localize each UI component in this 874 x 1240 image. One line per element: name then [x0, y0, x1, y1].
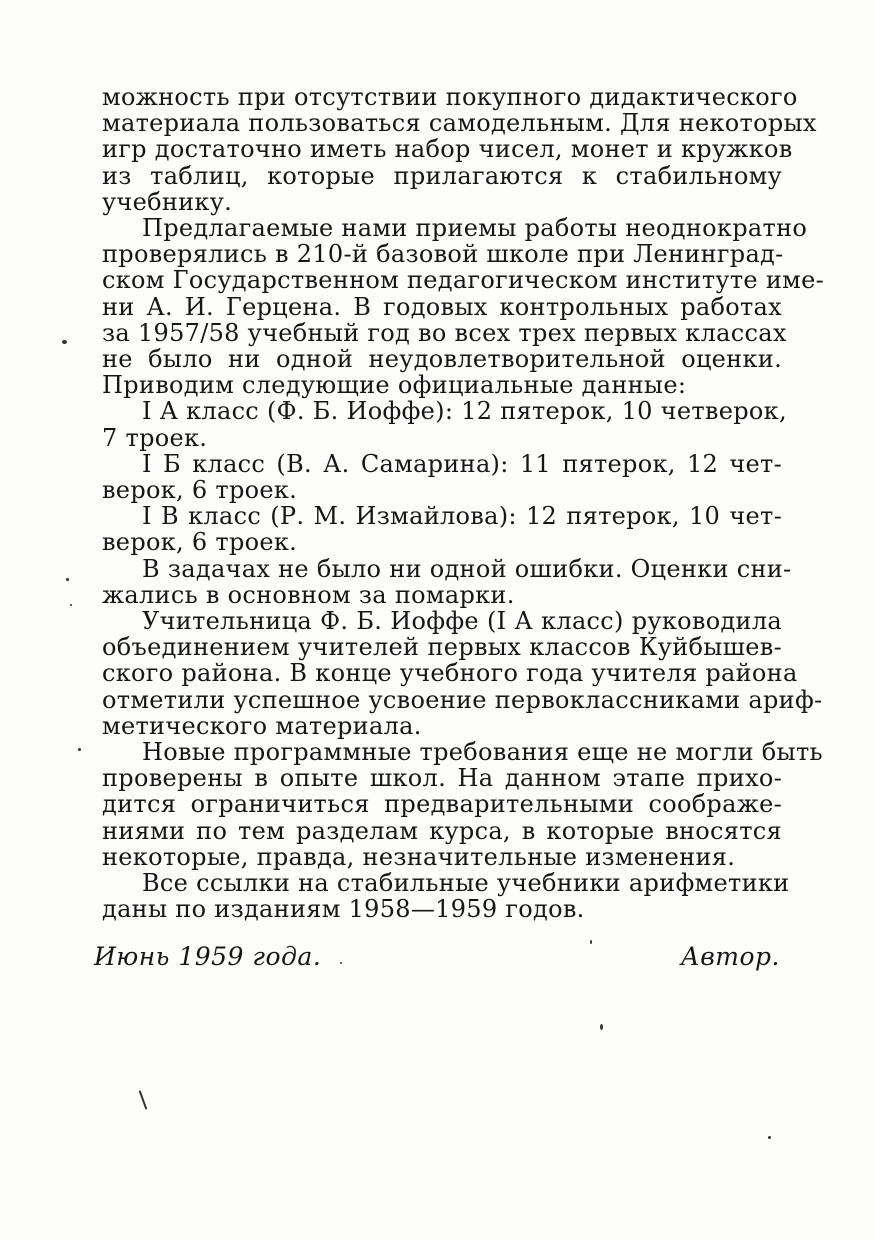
- text-line: ни А. И. Герцена. В годовых контрольных работах: [102, 292, 782, 321]
- text-line: можность при отсутствии покупного дидактического: [102, 83, 798, 111]
- text-line: отметили успешное усвоение первоклассниками ариф-: [102, 685, 823, 714]
- text-line: объединением учителей первых классов Куйбышев-: [102, 633, 782, 662]
- scan-speck: [590, 940, 592, 944]
- signature-author: Автор.: [680, 942, 780, 971]
- scan-speck: [139, 1090, 148, 1109]
- signature-date: Июнь 1959 года.: [94, 942, 322, 971]
- paragraph: [102, 451, 782, 503]
- body-text: [102, 83, 825, 924]
- text-line: ском Государственном педагогическом институте име-: [102, 266, 825, 295]
- text-line: Учительница Ф. Б. Иоффе (I А класс) руководила: [142, 607, 782, 636]
- text-line: не было ни одной неудовлетворительной оценки.: [102, 345, 782, 374]
- text-line: жались в основном за помарки.: [102, 580, 515, 609]
- paragraph: [102, 214, 825, 400]
- scan-speck: [600, 1024, 603, 1030]
- scan-speck: [70, 604, 72, 606]
- text-line: Все ссылки на стабильные учебники арифметики: [142, 869, 790, 898]
- scan-speck: [78, 748, 81, 751]
- text-line: В задачах не было ни одной ошибки. Оценки сни-: [142, 554, 792, 583]
- text-line: некоторые, правда, незначительные изменения.: [102, 842, 736, 871]
- paragraph: [102, 607, 823, 740]
- text-line: игр достаточно иметь набор чисел, монет и кружков: [102, 135, 793, 164]
- text-line: даны по изданиям 1958—1959 годов.: [102, 895, 585, 924]
- paragraph: [102, 869, 790, 924]
- scan-speck: [340, 962, 342, 964]
- paragraph: [102, 554, 792, 609]
- text-line: верок, 6 троек.: [102, 528, 298, 557]
- paragraph: [102, 503, 782, 555]
- text-line: проверены в опыте школ. На данном этапе прихо-: [102, 764, 782, 793]
- paragraph: [102, 738, 823, 871]
- scan-speck: [66, 578, 69, 581]
- text-line: метического материала.: [102, 711, 422, 740]
- paragraph: [102, 397, 787, 452]
- text-line: Предлагаемые нами приемы работы неоднократно: [142, 214, 808, 243]
- text-line: ниями по тем разделам курса, в которые вносятся: [102, 816, 782, 845]
- paragraph: [102, 83, 817, 216]
- signature-line: [94, 942, 780, 971]
- text-line: Новые программные требования еще не могли быть: [142, 738, 823, 767]
- text-line: дится ограничиться предварительными соображе-: [102, 790, 782, 819]
- text-line: ского района. В конце учебного года учителя района: [102, 659, 798, 688]
- text-line: I Б класс (В. А. Самарина): 11 пятерок, 12 чет-: [142, 449, 782, 478]
- text-line: из таблиц, которые прилагаются к стабильному: [102, 161, 782, 190]
- text-line: 7 троек.: [102, 423, 208, 452]
- text-line: I А класс (Ф. Б. Иоффе): 12 пятерок, 10 четверок,: [142, 397, 787, 426]
- scan-speck: [768, 1136, 771, 1139]
- text-line: верок, 6 троек.: [102, 476, 298, 505]
- scan-speck: [62, 340, 67, 344]
- text-line: Приводим следующие официальные данные:: [102, 371, 687, 400]
- text-line: I В класс (Р. М. Измайлова): 12 пятерок, 10 чет-: [142, 502, 782, 531]
- text-line: проверялись в 210-й базовой школе при Ленинград-: [102, 240, 784, 269]
- text-line: материала пользоваться самодельным. Для некоторых: [102, 109, 817, 138]
- text-line: за 1957/58 учебный год во всех трех первых классах: [102, 318, 787, 347]
- text-line: учебнику.: [102, 187, 233, 216]
